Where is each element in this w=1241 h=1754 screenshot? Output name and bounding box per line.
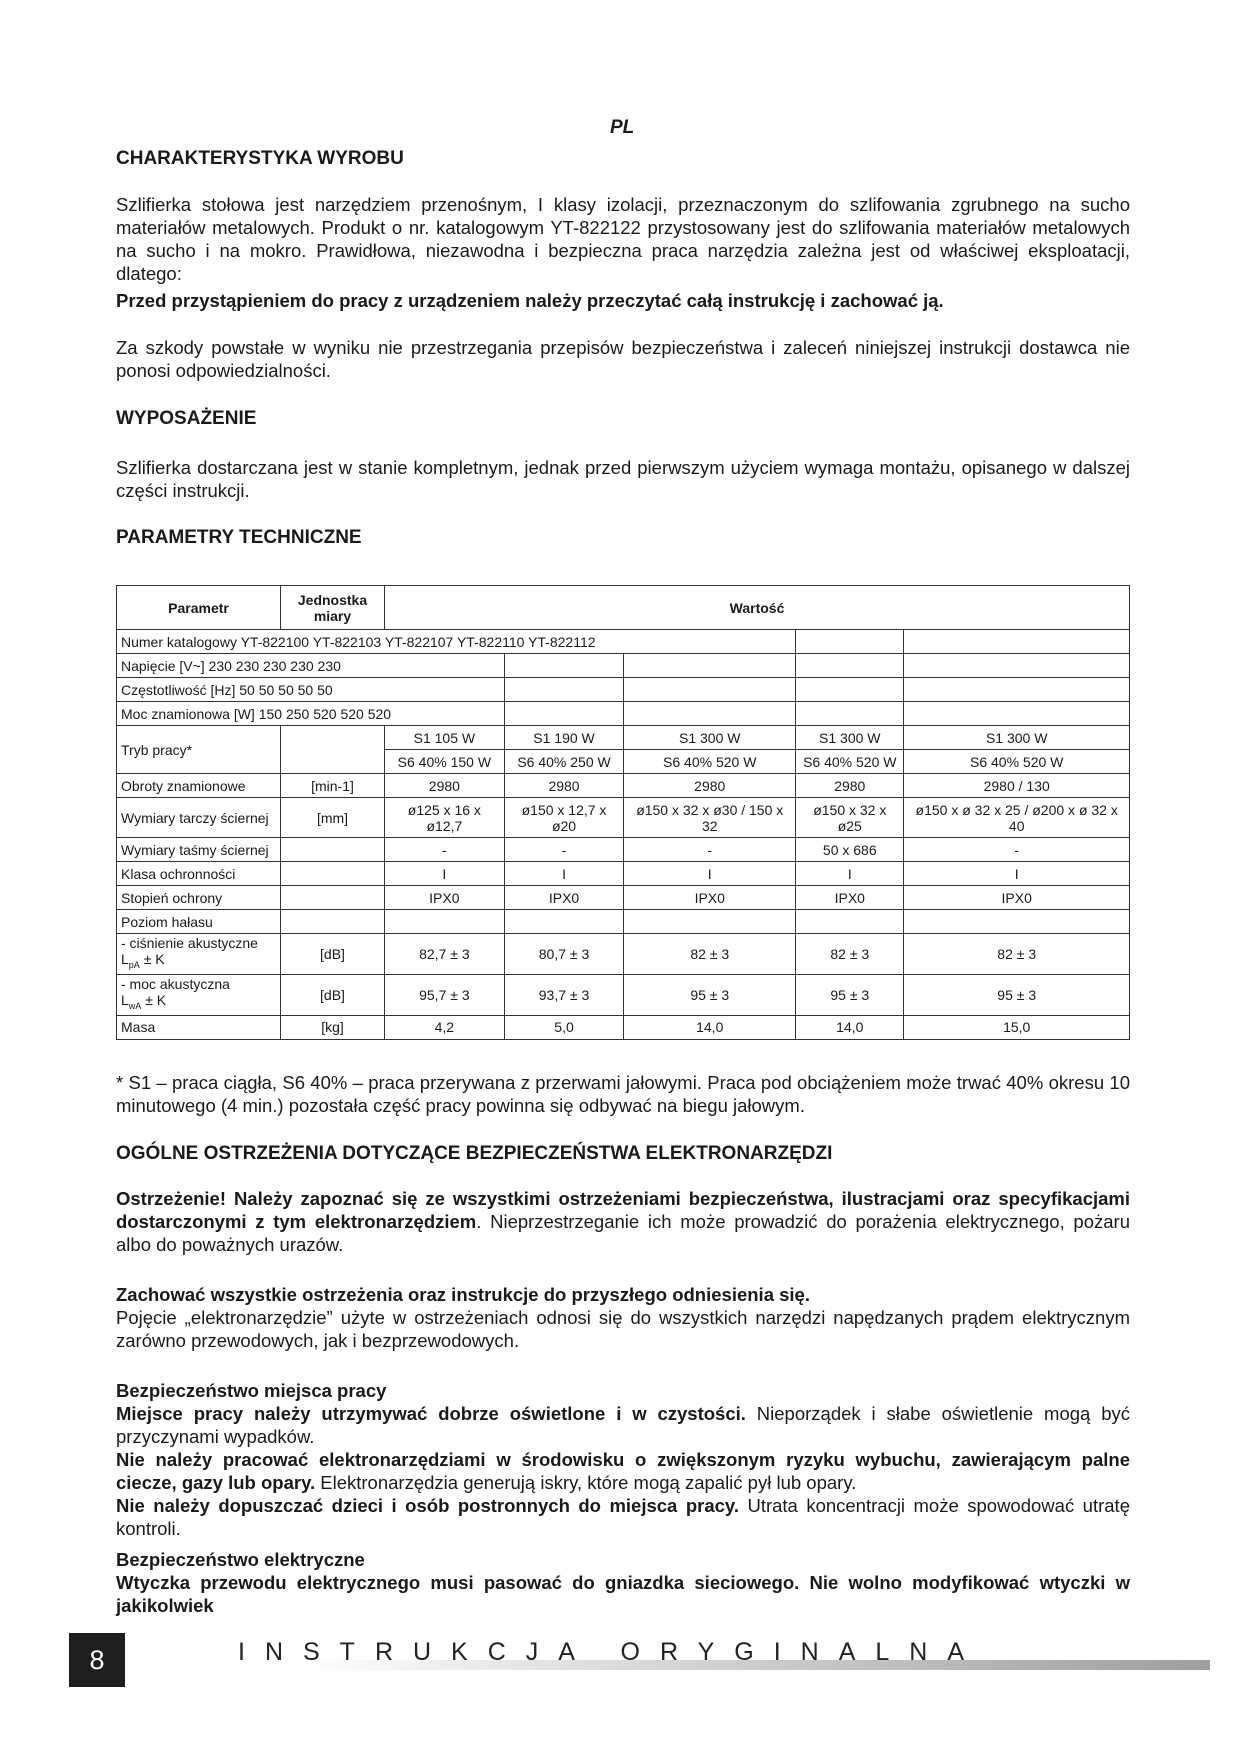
workplace-text-3: Utrata koncentracji może spowodować utratę kontroli.: [116, 1495, 1130, 1539]
pressure-symbol-sub: pA: [128, 959, 140, 970]
workplace-text-1: Nieporządek i słabe oświetlenie mogą być przyczynami wypadków.: [116, 1403, 1130, 1447]
cell: [mm]: [281, 798, 385, 838]
cell: 93,7 ± 3: [504, 974, 624, 1015]
pressure-tolerance: ± K: [139, 951, 165, 967]
cell: ø150 x ø 32 x 25 / ø200 x ø 32 x 40: [904, 798, 1130, 838]
section-title-technical: PARAMETRY TECHNICZNE: [116, 527, 362, 548]
cell: 2980: [385, 774, 505, 798]
row-class: Klasa ochronności: [117, 862, 281, 886]
table-row: [117, 1015, 1130, 1039]
cell: [min-1]: [281, 774, 385, 798]
cell: S6 40% 250 W: [504, 750, 624, 774]
cell: 82 ± 3: [624, 934, 796, 975]
pressure-symbol: L: [121, 951, 129, 967]
paragraph-electrical: [116, 1548, 1130, 1617]
workplace-rule-2: Nie należy pracować elektronarzędziami w środowisku o zwiększonym ryzyku wybuchu, zawierającym palne ciecze, gazy lub opary.: [116, 1449, 1130, 1493]
row-frequency: Częstotliwość [Hz] 50 50 50 50 50: [117, 678, 505, 702]
cell: S6 40% 520 W: [904, 750, 1130, 774]
section-title-characteristics: CHARAKTERYSTYKA WYROBU: [116, 148, 404, 169]
cell: ø150 x 12,7 x ø20: [504, 798, 624, 838]
cell: 82 ± 3: [796, 934, 904, 975]
cell: 50 x 686: [796, 838, 904, 862]
paragraph-liability: Za szkody powstałe w wyniku nie przestrzegania przepisów bezpieczeństwa i zaleceń niniejszej instrukcji dostawca nie ponosi odpowiedzialności.: [116, 337, 1130, 381]
workplace-text-2: Elektronarzędzia generują iskry, które mogą zapalić pył lub opary.: [315, 1472, 857, 1493]
cell: -: [385, 838, 505, 862]
table-row: [117, 726, 1130, 750]
cell: S1 190 W: [504, 726, 624, 750]
cell: 5,0: [504, 1015, 624, 1039]
cell: I: [796, 862, 904, 886]
header-parameter: Parametr: [117, 586, 281, 630]
cell: -: [624, 838, 796, 862]
pressure-label: - ciśnienie akustyczne: [121, 935, 258, 951]
row-speed: Obroty znamionowe: [117, 774, 281, 798]
row-acoustic-power: [117, 974, 281, 1015]
cell: 95 ± 3: [904, 974, 1130, 1015]
cell: 2980: [504, 774, 624, 798]
keep-bold: Zachować wszystkie ostrzeżenia oraz instrukcje do przyszłego odniesienia się.: [116, 1284, 810, 1305]
paragraph-description: Szlifierka stołowa jest narzędziem przenośnym, I klasy izolacji, przeznaczonym do szlifowania zgrubnego na sucho materiałów metalowych. Produkt o nr. katalogowym YT-822122 przystosowany jest do szlifowania materiałów metalowych na sucho i na mokro. Prawidłowa, niezawodna i bezpieczna praca narzędzia zależna jest od właściwej eksploatacji, dlatego:: [116, 194, 1130, 284]
paragraph-workplace: [116, 1379, 1130, 1540]
paragraph-mode-note: * S1 – praca ciągła, S6 40% – praca przerywana z przerwami jałowymi. Praca pod obciążeniem może trwać 40% okresu 10 minutowego (4 min.) pozostała część pracy powinna się odbywać na biegu jałowym.: [116, 1072, 1130, 1116]
warning-text: . Nieprzestrzeganie ich może prowadzić do porażenia elektrycznego, pożaru albo do poważnych urazów.: [116, 1211, 1130, 1255]
cell: 95 ± 3: [624, 974, 796, 1015]
electrical-heading: Bezpieczeństwo elektryczne: [116, 1549, 365, 1570]
table-row: [117, 798, 1130, 838]
table-row: [117, 678, 1130, 702]
cell: I: [504, 862, 624, 886]
cell: I: [385, 862, 505, 886]
table-row: [117, 838, 1130, 862]
power-tolerance: ± K: [141, 991, 167, 1008]
cell: 14,0: [624, 1015, 796, 1039]
cell: ø125 x 16 x ø12,7: [385, 798, 505, 838]
cell: 80,7 ± 3: [504, 934, 624, 975]
table-row: [117, 934, 1130, 975]
row-disc: Wymiary tarczy ściernej: [117, 798, 281, 838]
paragraph-keep-instructions: [116, 1283, 1130, 1352]
cell: S6 40% 520 W: [796, 750, 904, 774]
cell: 4,2: [385, 1015, 505, 1039]
row-power: Moc znamionowa [W] 150 250 520 520 520: [117, 702, 505, 726]
row-belt: Wymiary taśmy ściernej: [117, 838, 281, 862]
power-symbol: L: [121, 991, 129, 1008]
workplace-rule-1: Miejsce pracy należy utrzymywać dobrze oświetlone i w czystości.: [116, 1403, 746, 1424]
row-mode: Tryb pracy*: [117, 726, 281, 774]
cell: [dB]: [281, 974, 385, 1015]
header-value: Wartość: [385, 586, 1130, 630]
table-row: [117, 654, 1130, 678]
table-row: [117, 910, 1130, 934]
cell: IPX0: [504, 886, 624, 910]
table-row: [117, 774, 1130, 798]
cell: [kg]: [281, 1015, 385, 1039]
section-title-equipment: WYPOSAŻENIE: [116, 408, 257, 429]
cell: IPX0: [904, 886, 1130, 910]
cell: 95,7 ± 3: [385, 974, 505, 1015]
table-row: [117, 974, 1130, 1015]
paragraph-warning: [116, 1187, 1130, 1256]
cell: ø150 x 32 x ø25: [796, 798, 904, 838]
table-row: [117, 702, 1130, 726]
cell: 95 ± 3: [796, 974, 904, 1015]
cell: -: [904, 838, 1130, 862]
cell: [dB]: [281, 934, 385, 975]
cell: 2980: [796, 774, 904, 798]
cell: 15,0: [904, 1015, 1130, 1039]
cell: -: [504, 838, 624, 862]
cell: S6 40% 150 W: [385, 750, 505, 774]
cell: I: [904, 862, 1130, 886]
paragraph-read-instructions: Przed przystąpieniem do pracy z urządzeniem należy przeczytać całą instrukcję i zachować ją.: [116, 290, 944, 311]
workplace-heading: Bezpieczeństwo miejsca pracy: [116, 1380, 387, 1401]
cell: S1 105 W: [385, 726, 505, 750]
row-ip: Stopień ochrony: [117, 886, 281, 910]
table-row: [117, 886, 1130, 910]
table-row: [117, 630, 1130, 654]
cell: IPX0: [624, 886, 796, 910]
cell: IPX0: [385, 886, 505, 910]
footer-title: INSTRUKCJA ORYGINALNA: [238, 1638, 985, 1666]
row-pressure: [117, 934, 281, 975]
cell: 2980 / 130: [904, 774, 1130, 798]
cell: 2980: [624, 774, 796, 798]
technical-table: [116, 585, 1130, 1040]
cell: I: [624, 862, 796, 886]
cell: 82 ± 3: [904, 934, 1130, 975]
row-catalog: Numer katalogowy YT-822100 YT-822103 YT-822107 YT-822110 YT-822112: [117, 630, 796, 654]
cell: ø150 x 32 x ø30 / 150 x 32: [624, 798, 796, 838]
keep-text: Pojęcie „elektronarzędzie” użyte w ostrzeżeniach odnosi się do wszystkich narzędzi napędzanych prądem elektrycznym zarówno przewodowych, jak i bezprzewodowych.: [116, 1307, 1130, 1351]
language-code: PL: [610, 117, 635, 138]
cell: 14,0: [796, 1015, 904, 1039]
power-label: - moc akustyczna: [121, 975, 230, 992]
cell: IPX0: [796, 886, 904, 910]
page-number: 8: [69, 1633, 125, 1687]
cell: S6 40% 520 W: [624, 750, 796, 774]
cell: S1 300 W: [904, 726, 1130, 750]
section-title-safety: OGÓLNE OSTRZEŻENIA DOTYCZĄCE BEZPIECZEŃSTWA ELEKTRONARZĘDZI: [116, 1143, 833, 1164]
electrical-rule-1: Wtyczka przewodu elektrycznego musi pasować do gniazdka sieciowego. Nie wolno modyfikować wtyczki w jakikolwiek: [116, 1572, 1130, 1616]
row-voltage: Napięcie [V~] 230 230 230 230 230: [117, 654, 505, 678]
cell: S1 300 W: [624, 726, 796, 750]
row-noise: Poziom hałasu: [117, 910, 281, 934]
row-mass: Masa: [117, 1015, 281, 1039]
warning-bold: Ostrzeżenie! Należy zapoznać się ze wszystkimi ostrzeżeniami bezpieczeństwa, ilustracjami oraz specyfikacjami dostarczonymi z tym elektronarzędziem: [116, 1188, 1130, 1232]
cell: 82,7 ± 3: [385, 934, 505, 975]
cell: S1 300 W: [796, 726, 904, 750]
header-unit: Jednostka miary: [281, 586, 385, 630]
table-row: [117, 862, 1130, 886]
paragraph-equipment: Szlifierka dostarczana jest w stanie kompletnym, jednak przed pierwszym użyciem wymaga montażu, opisanego w dalszej części instrukcji.: [116, 457, 1130, 501]
workplace-rule-3: Nie należy dopuszczać dzieci i osób postronnych do miejsca pracy.: [116, 1495, 739, 1516]
power-symbol-sub: wA: [128, 1000, 142, 1011]
